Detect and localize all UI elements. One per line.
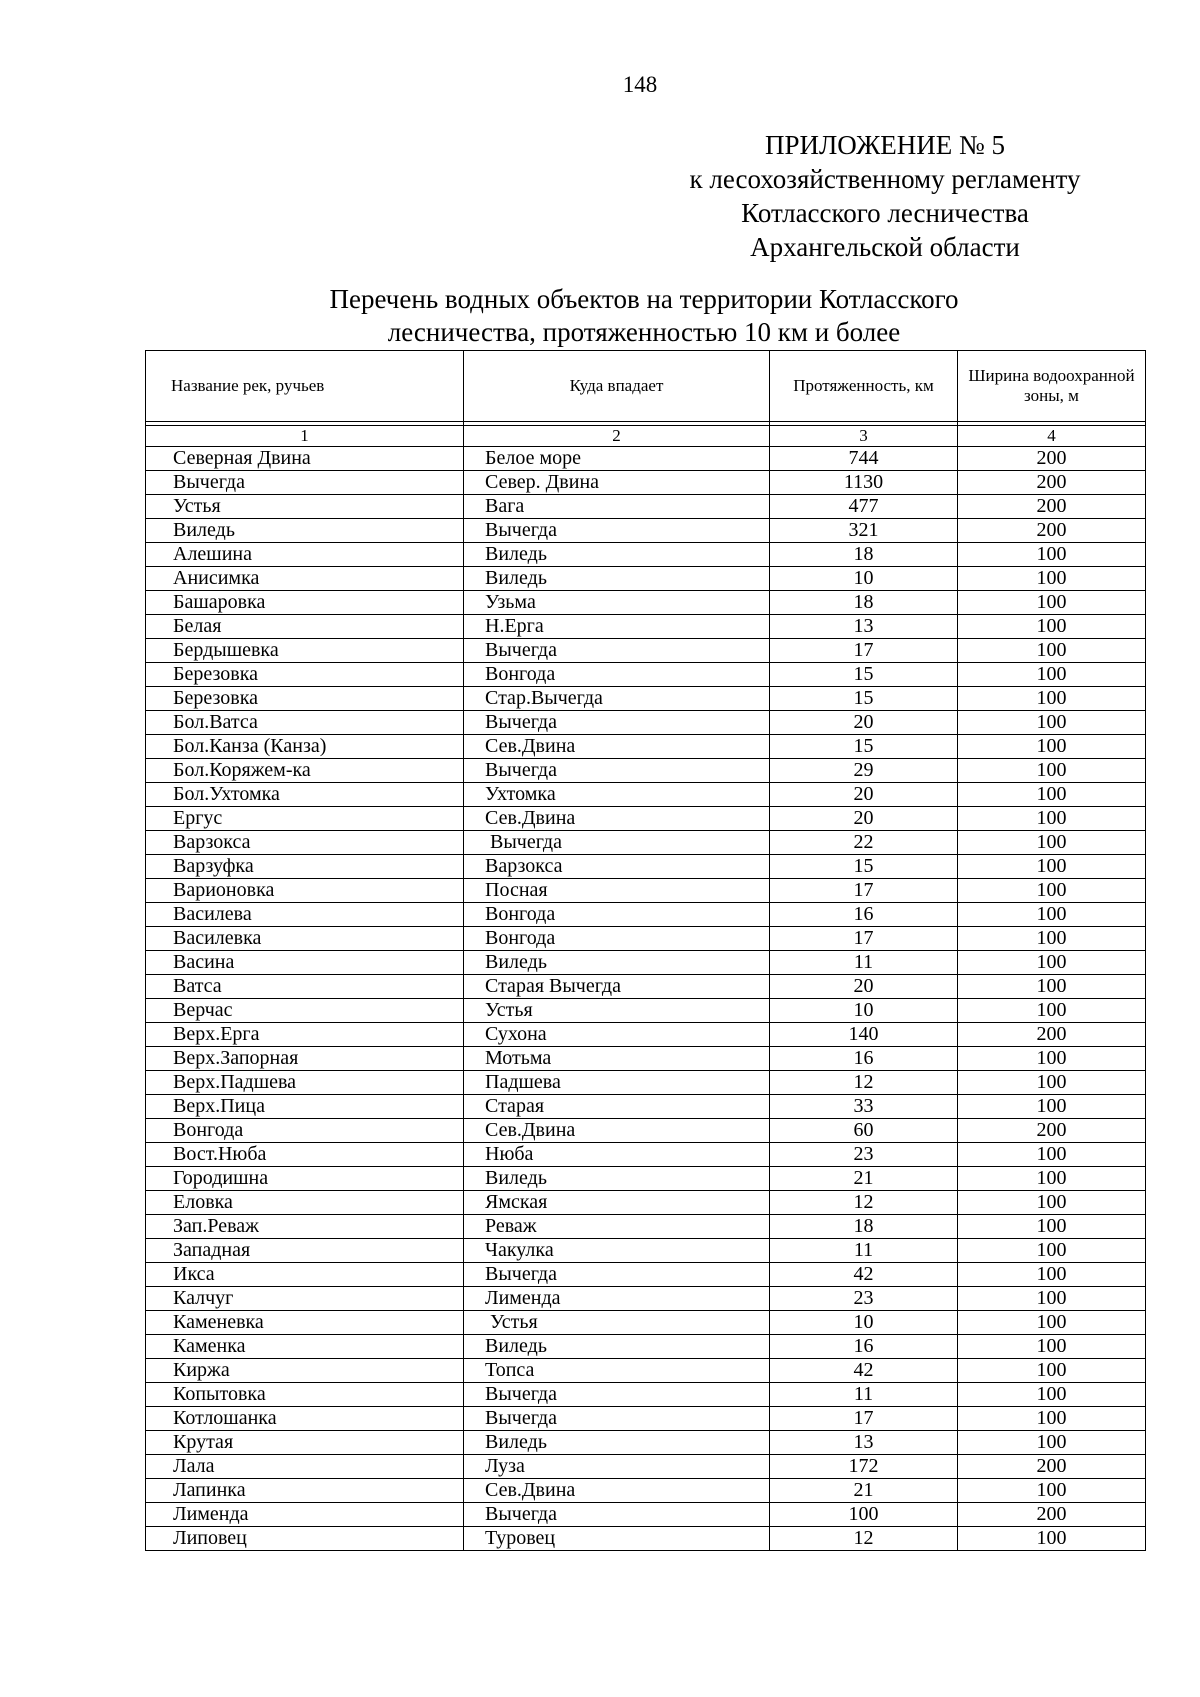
- river-name-cell: Верх.Пица: [146, 1095, 464, 1119]
- river-name-cell: Липовец: [146, 1527, 464, 1551]
- flows-into-cell: Варзокса: [464, 855, 770, 879]
- length-cell: 18: [770, 591, 958, 615]
- flows-into-cell: Туровец: [464, 1527, 770, 1551]
- zone-width-cell: 100: [958, 855, 1146, 879]
- column-header-river-name: Название рек, ручьев: [146, 351, 464, 422]
- flows-into-cell: Н.Ерга: [464, 615, 770, 639]
- flows-into-cell: Белое море: [464, 447, 770, 471]
- river-name-cell: Ватса: [146, 975, 464, 999]
- length-cell: 321: [770, 519, 958, 543]
- zone-width-cell: 100: [958, 1263, 1146, 1287]
- flows-into-cell: Мотьма: [464, 1047, 770, 1071]
- river-name-cell: Виледь: [146, 519, 464, 543]
- length-cell: 42: [770, 1263, 958, 1287]
- river-name-cell: Варзокса: [146, 831, 464, 855]
- zone-width-cell: 200: [958, 495, 1146, 519]
- length-cell: 20: [770, 975, 958, 999]
- zone-width-cell: 100: [958, 975, 1146, 999]
- document-title-line-2: лесничества, протяженностью 10 км и более: [387, 317, 901, 347]
- river-name-cell: Устья: [146, 495, 464, 519]
- appendix-line-1: ПРИЛОЖЕНИЕ № 5: [764, 130, 1006, 160]
- river-name-cell: Верх.Запорная: [146, 1047, 464, 1071]
- table-row: [146, 855, 1146, 879]
- zone-width-cell: 100: [958, 735, 1146, 759]
- river-name-cell: Варионовка: [146, 879, 464, 903]
- zone-width-cell: 100: [958, 1215, 1146, 1239]
- table-row: [146, 615, 1146, 639]
- table-row: [146, 1119, 1146, 1143]
- length-cell: 17: [770, 639, 958, 663]
- zone-width-cell: 100: [958, 1143, 1146, 1167]
- river-name-cell: Березовка: [146, 687, 464, 711]
- table-row: [146, 975, 1146, 999]
- zone-width-cell: 100: [958, 1071, 1146, 1095]
- length-cell: 17: [770, 927, 958, 951]
- river-name-cell: Северная Двина: [146, 447, 464, 471]
- table-row: [146, 519, 1146, 543]
- river-name-cell: Алешина: [146, 543, 464, 567]
- zone-width-cell: 100: [958, 831, 1146, 855]
- length-cell: 11: [770, 1239, 958, 1263]
- zone-width-cell: 100: [958, 1287, 1146, 1311]
- river-name-cell: Котлошанка: [146, 1407, 464, 1431]
- table-row: [146, 1479, 1146, 1503]
- length-cell: 477: [770, 495, 958, 519]
- column-number: 1: [146, 426, 464, 447]
- flows-into-cell: Посная: [464, 879, 770, 903]
- appendix-line-3: Котласского лесничества: [741, 198, 1029, 228]
- length-cell: 10: [770, 999, 958, 1023]
- flows-into-cell: Устья: [464, 1311, 770, 1335]
- river-name-cell: Лименда: [146, 1503, 464, 1527]
- zone-width-cell: 100: [958, 663, 1146, 687]
- zone-width-cell: 200: [958, 1119, 1146, 1143]
- zone-width-cell: 100: [958, 1311, 1146, 1335]
- zone-width-cell: 100: [958, 1191, 1146, 1215]
- flows-into-cell: Вычегда: [464, 759, 770, 783]
- flows-into-cell: Стар.Вычегда: [464, 687, 770, 711]
- zone-width-cell: 100: [958, 1527, 1146, 1551]
- flows-into-cell: Виледь: [464, 951, 770, 975]
- length-cell: 29: [770, 759, 958, 783]
- river-name-cell: Верх.Ерга: [146, 1023, 464, 1047]
- zone-width-cell: 100: [958, 543, 1146, 567]
- river-name-cell: Анисимка: [146, 567, 464, 591]
- flows-into-cell: Вонгода: [464, 663, 770, 687]
- river-name-cell: Лала: [146, 1455, 464, 1479]
- river-name-cell: Верчас: [146, 999, 464, 1023]
- river-name-cell: Варзуфка: [146, 855, 464, 879]
- length-cell: 100: [770, 1503, 958, 1527]
- column-number: 4: [958, 426, 1146, 447]
- length-cell: 172: [770, 1455, 958, 1479]
- table-row: [146, 687, 1146, 711]
- zone-width-cell: 100: [958, 951, 1146, 975]
- length-cell: 13: [770, 615, 958, 639]
- river-name-cell: Бол.Канза (Канза): [146, 735, 464, 759]
- flows-into-cell: Вычегда: [464, 639, 770, 663]
- column-number: 3: [770, 426, 958, 447]
- length-cell: 21: [770, 1479, 958, 1503]
- length-cell: 12: [770, 1191, 958, 1215]
- flows-into-cell: Сев.Двина: [464, 807, 770, 831]
- table-row: [146, 711, 1146, 735]
- water-bodies-table: [145, 350, 1146, 1551]
- zone-width-cell: 100: [958, 1359, 1146, 1383]
- river-name-cell: Еловка: [146, 1191, 464, 1215]
- river-name-cell: Западная: [146, 1239, 464, 1263]
- flows-into-cell: Луза: [464, 1455, 770, 1479]
- flows-into-cell: Устья: [464, 999, 770, 1023]
- appendix-heading: [640, 128, 1130, 264]
- length-cell: 15: [770, 855, 958, 879]
- length-cell: 15: [770, 663, 958, 687]
- flows-into-cell: Вычегда: [464, 1263, 770, 1287]
- river-name-cell: Копытовка: [146, 1383, 464, 1407]
- table-row: [146, 1503, 1146, 1527]
- flows-into-cell: Нюба: [464, 1143, 770, 1167]
- table-row: [146, 663, 1146, 687]
- zone-width-cell: 100: [958, 1407, 1146, 1431]
- flows-into-cell: Вычегда: [464, 711, 770, 735]
- length-cell: 11: [770, 1383, 958, 1407]
- length-cell: 21: [770, 1167, 958, 1191]
- zone-width-cell: 100: [958, 591, 1146, 615]
- river-name-cell: Вычегда: [146, 471, 464, 495]
- flows-into-cell: Сухона: [464, 1023, 770, 1047]
- length-cell: 16: [770, 1047, 958, 1071]
- river-name-cell: Икса: [146, 1263, 464, 1287]
- flows-into-cell: Вонгода: [464, 927, 770, 951]
- table-row: [146, 1287, 1146, 1311]
- table-row: [146, 879, 1146, 903]
- river-name-cell: Зап.Реваж: [146, 1215, 464, 1239]
- river-name-cell: Бол.Коряжем-ка: [146, 759, 464, 783]
- flows-into-cell: Вычегда: [464, 1503, 770, 1527]
- zone-width-cell: 100: [958, 1431, 1146, 1455]
- table-row: [146, 951, 1146, 975]
- river-name-cell: Верх.Падшева: [146, 1071, 464, 1095]
- table-row: [146, 1215, 1146, 1239]
- flows-into-cell: Вычегда: [464, 519, 770, 543]
- table-row: [146, 783, 1146, 807]
- length-cell: 60: [770, 1119, 958, 1143]
- zone-width-cell: 200: [958, 1023, 1146, 1047]
- length-cell: 10: [770, 567, 958, 591]
- table-row: [146, 903, 1146, 927]
- flows-into-cell: Узьма: [464, 591, 770, 615]
- table-row: [146, 639, 1146, 663]
- table-row: [146, 1263, 1146, 1287]
- flows-into-cell: Виледь: [464, 1335, 770, 1359]
- zone-width-cell: 100: [958, 1167, 1146, 1191]
- length-cell: 16: [770, 1335, 958, 1359]
- flows-into-cell: Топса: [464, 1359, 770, 1383]
- zone-width-cell: 100: [958, 807, 1146, 831]
- flows-into-cell: Виледь: [464, 543, 770, 567]
- length-cell: 33: [770, 1095, 958, 1119]
- column-numbers-row: [146, 426, 1146, 447]
- table-row: [146, 1359, 1146, 1383]
- table-row: [146, 471, 1146, 495]
- table-row: [146, 1167, 1146, 1191]
- zone-width-cell: 100: [958, 783, 1146, 807]
- river-name-cell: Каменевка: [146, 1311, 464, 1335]
- flows-into-cell: Виледь: [464, 567, 770, 591]
- length-cell: 18: [770, 543, 958, 567]
- table-row: [146, 1455, 1146, 1479]
- river-name-cell: Каменка: [146, 1335, 464, 1359]
- flows-into-cell: Север. Двина: [464, 471, 770, 495]
- river-name-cell: Крутая: [146, 1431, 464, 1455]
- zone-width-cell: 100: [958, 567, 1146, 591]
- zone-width-cell: 200: [958, 471, 1146, 495]
- document-title-line-1: Перечень водных объектов на территории Котласского: [329, 284, 959, 314]
- table-row: [146, 759, 1146, 783]
- table-row: [146, 1191, 1146, 1215]
- length-cell: 17: [770, 1407, 958, 1431]
- length-cell: 16: [770, 903, 958, 927]
- flows-into-cell: Вычегда: [464, 1407, 770, 1431]
- flows-into-cell: Сев.Двина: [464, 1119, 770, 1143]
- table-row: [146, 1095, 1146, 1119]
- flows-into-cell: Виледь: [464, 1167, 770, 1191]
- river-name-cell: Ергус: [146, 807, 464, 831]
- document-title: [144, 283, 1144, 349]
- zone-width-cell: 100: [958, 759, 1146, 783]
- zone-width-cell: 200: [958, 519, 1146, 543]
- table-row: [146, 1047, 1146, 1071]
- column-number: 2: [464, 426, 770, 447]
- table-row: [146, 927, 1146, 951]
- flows-into-cell: Сев.Двина: [464, 1479, 770, 1503]
- table-row: [146, 1335, 1146, 1359]
- zone-width-cell: 100: [958, 927, 1146, 951]
- zone-width-cell: 200: [958, 447, 1146, 471]
- length-cell: 42: [770, 1359, 958, 1383]
- flows-into-cell: Ухтомка: [464, 783, 770, 807]
- zone-width-cell: 200: [958, 1503, 1146, 1527]
- flows-into-cell: Вонгода: [464, 903, 770, 927]
- length-cell: 744: [770, 447, 958, 471]
- table-row: [146, 1311, 1146, 1335]
- table-row: [146, 495, 1146, 519]
- flows-into-cell: Лименда: [464, 1287, 770, 1311]
- table-row: [146, 1023, 1146, 1047]
- length-cell: 23: [770, 1287, 958, 1311]
- river-name-cell: Калчуг: [146, 1287, 464, 1311]
- table-row: [146, 1527, 1146, 1551]
- zone-width-cell: 100: [958, 1383, 1146, 1407]
- flows-into-cell: Вычегда: [464, 831, 770, 855]
- page-number: 148: [622, 72, 658, 97]
- length-cell: 12: [770, 1071, 958, 1095]
- river-name-cell: Бол.Ватса: [146, 711, 464, 735]
- river-name-cell: Василева: [146, 903, 464, 927]
- length-cell: 11: [770, 951, 958, 975]
- zone-width-cell: 100: [958, 1047, 1146, 1071]
- river-name-cell: Башаровка: [146, 591, 464, 615]
- length-cell: 13: [770, 1431, 958, 1455]
- length-cell: 10: [770, 1311, 958, 1335]
- table-row: [146, 831, 1146, 855]
- length-cell: 140: [770, 1023, 958, 1047]
- river-name-cell: Вост.Нюба: [146, 1143, 464, 1167]
- river-name-cell: Березовка: [146, 663, 464, 687]
- flows-into-cell: Падшева: [464, 1071, 770, 1095]
- table-header-row: [146, 351, 1146, 422]
- zone-width-cell: 100: [958, 1239, 1146, 1263]
- table-row: [146, 999, 1146, 1023]
- table-body: [146, 447, 1146, 1551]
- table-row: [146, 1239, 1146, 1263]
- table-row: [146, 447, 1146, 471]
- length-cell: 20: [770, 711, 958, 735]
- length-cell: 18: [770, 1215, 958, 1239]
- length-cell: 15: [770, 687, 958, 711]
- table-row: [146, 1383, 1146, 1407]
- column-header-protection-zone-width: Ширина водоохранной зоны, м: [958, 351, 1146, 422]
- flows-into-cell: Старая Вычегда: [464, 975, 770, 999]
- table-row: [146, 1071, 1146, 1095]
- zone-width-cell: 100: [958, 711, 1146, 735]
- zone-width-cell: 100: [958, 999, 1146, 1023]
- flows-into-cell: Чакулка: [464, 1239, 770, 1263]
- appendix-line-4: Архангельской области: [750, 232, 1020, 262]
- length-cell: 22: [770, 831, 958, 855]
- length-cell: 20: [770, 807, 958, 831]
- length-cell: 23: [770, 1143, 958, 1167]
- zone-width-cell: 100: [958, 1479, 1146, 1503]
- river-name-cell: Городишна: [146, 1167, 464, 1191]
- length-cell: 1130: [770, 471, 958, 495]
- flows-into-cell: Сев.Двина: [464, 735, 770, 759]
- river-name-cell: Васина: [146, 951, 464, 975]
- river-name-cell: Бердышевка: [146, 639, 464, 663]
- zone-width-cell: 100: [958, 879, 1146, 903]
- flows-into-cell: Вычегда: [464, 1383, 770, 1407]
- river-name-cell: Белая: [146, 615, 464, 639]
- length-cell: 17: [770, 879, 958, 903]
- flows-into-cell: Виледь: [464, 1431, 770, 1455]
- river-name-cell: Киржа: [146, 1359, 464, 1383]
- river-name-cell: Лапинка: [146, 1479, 464, 1503]
- zone-width-cell: 100: [958, 903, 1146, 927]
- table-row: [146, 1407, 1146, 1431]
- table-row: [146, 1431, 1146, 1455]
- flows-into-cell: Старая: [464, 1095, 770, 1119]
- column-header-flows-into: Куда впадает: [464, 351, 770, 422]
- length-cell: 20: [770, 783, 958, 807]
- zone-width-cell: 100: [958, 639, 1146, 663]
- zone-width-cell: 100: [958, 1335, 1146, 1359]
- flows-into-cell: Вага: [464, 495, 770, 519]
- table-row: [146, 735, 1146, 759]
- column-header-length: Протяженность, км: [770, 351, 958, 422]
- flows-into-cell: Ямская: [464, 1191, 770, 1215]
- zone-width-cell: 100: [958, 687, 1146, 711]
- table-row: [146, 807, 1146, 831]
- table-row: [146, 543, 1146, 567]
- length-cell: 12: [770, 1527, 958, 1551]
- table-row: [146, 591, 1146, 615]
- river-name-cell: Василевка: [146, 927, 464, 951]
- appendix-line-2: к лесохозяйственному регламенту: [689, 164, 1081, 194]
- zone-width-cell: 100: [958, 615, 1146, 639]
- river-name-cell: Вонгода: [146, 1119, 464, 1143]
- table-row: [146, 567, 1146, 591]
- length-cell: 15: [770, 735, 958, 759]
- zone-width-cell: 100: [958, 1095, 1146, 1119]
- zone-width-cell: 200: [958, 1455, 1146, 1479]
- table-row: [146, 1143, 1146, 1167]
- river-name-cell: Бол.Ухтомка: [146, 783, 464, 807]
- flows-into-cell: Реваж: [464, 1215, 770, 1239]
